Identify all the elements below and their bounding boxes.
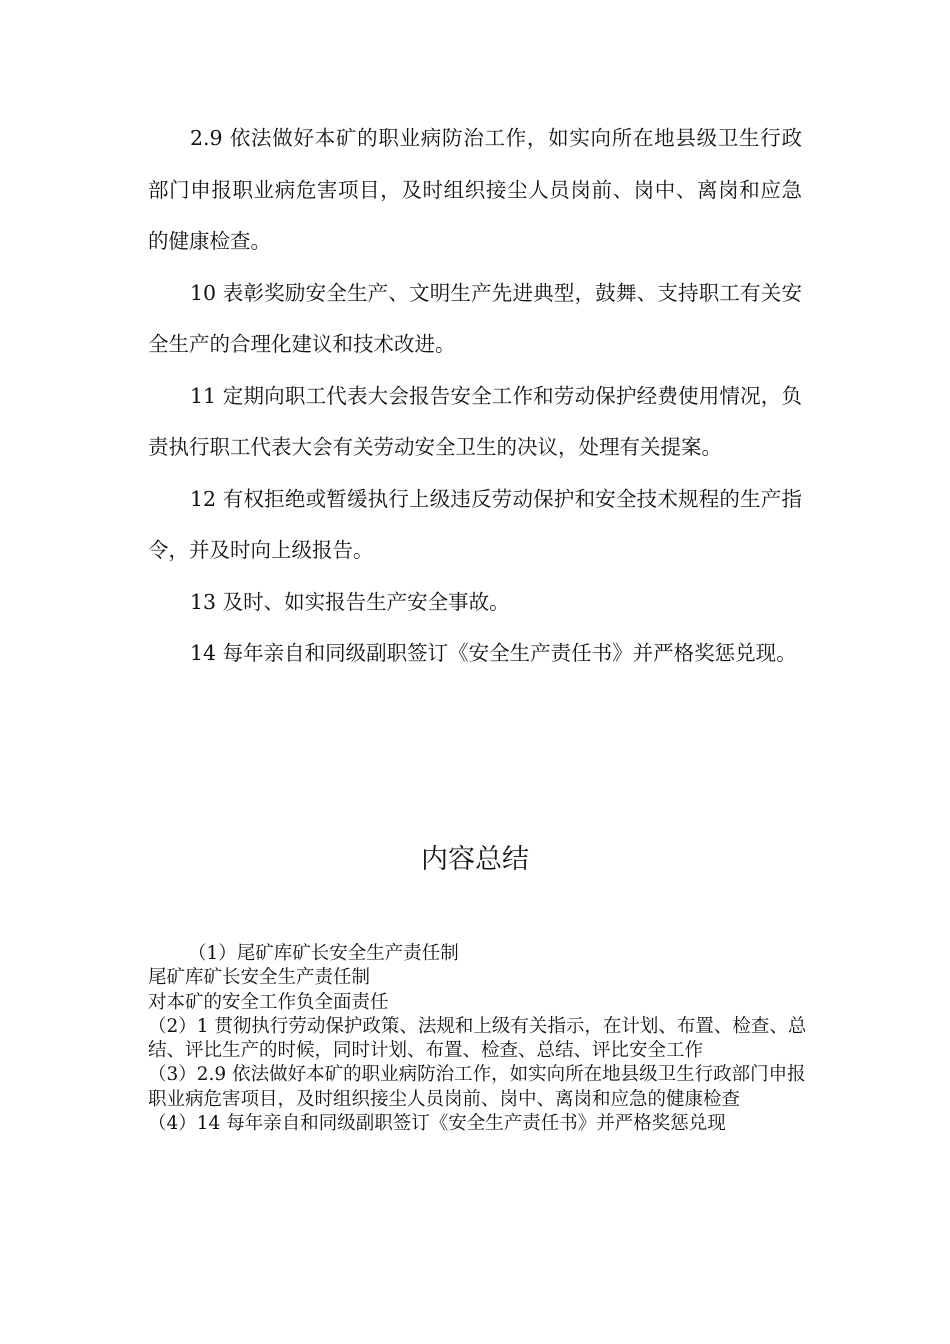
summary-item-2: （2）1 贯彻执行劳动保护政策、法规和上级有关指示，在计划、布置、检查、总结、评比生产的时候，同时计划、布置、检查、总结、评比安全工作: [148, 1015, 807, 1062]
summary-item-4: （4）14 每年亲自和同级副职签订《安全生产责任书》并严格奖惩兑现: [148, 1113, 726, 1135]
summary-item-1-heading: （1）尾矿库矿长安全生产责任制: [188, 943, 459, 964]
paragraph-12: 12 有权拒绝或暂缓执行上级违反劳动保护和安全技术规程的生产指令，并及时向上级报告。: [148, 486, 802, 562]
body-text: [148, 113, 802, 680]
paragraph-13: 13 及时、如实报告生产安全事故。: [190, 589, 510, 614]
paragraph-10: 10 表彰奖励安全生产、文明生产先进典型，鼓舞、支持职工有关安全生产的合理化建议和技术改进。: [148, 280, 802, 356]
paragraph-11: 11 定期向职工代表大会报告安全工作和劳动保护经费使用情况，负责执行职工代表大会有关劳动安全卫生的决议，处理有关提案。: [148, 383, 802, 459]
summary-item-3: （3）2.9 依法做好本矿的职业病防治工作，如实向所在地县级卫生行政部门申报职业病危害项目，及时组织接尘人员岗前、岗中、离岗和应急的健康检查: [148, 1064, 806, 1110]
paragraph-14: 14 每年亲自和同级副职签订《安全生产责任书》并严格奖惩兑现。: [190, 641, 797, 665]
summary-item-1-line-3: 对本矿的安全工作负全面责任: [148, 991, 389, 1013]
paragraph-2-9: 2.9 依法做好本矿的职业病防治工作，如实向所在地县级卫生行政部门申报职业病危害项目，及时组织接尘人员岗前、岗中、离岗和应急的健康检查。: [148, 126, 802, 253]
summary-block: [148, 942, 808, 1136]
summary-title: 内容总结: [421, 844, 529, 875]
summary-item-1-line-2: 尾矿库矿长安全生产责任制: [148, 967, 371, 989]
